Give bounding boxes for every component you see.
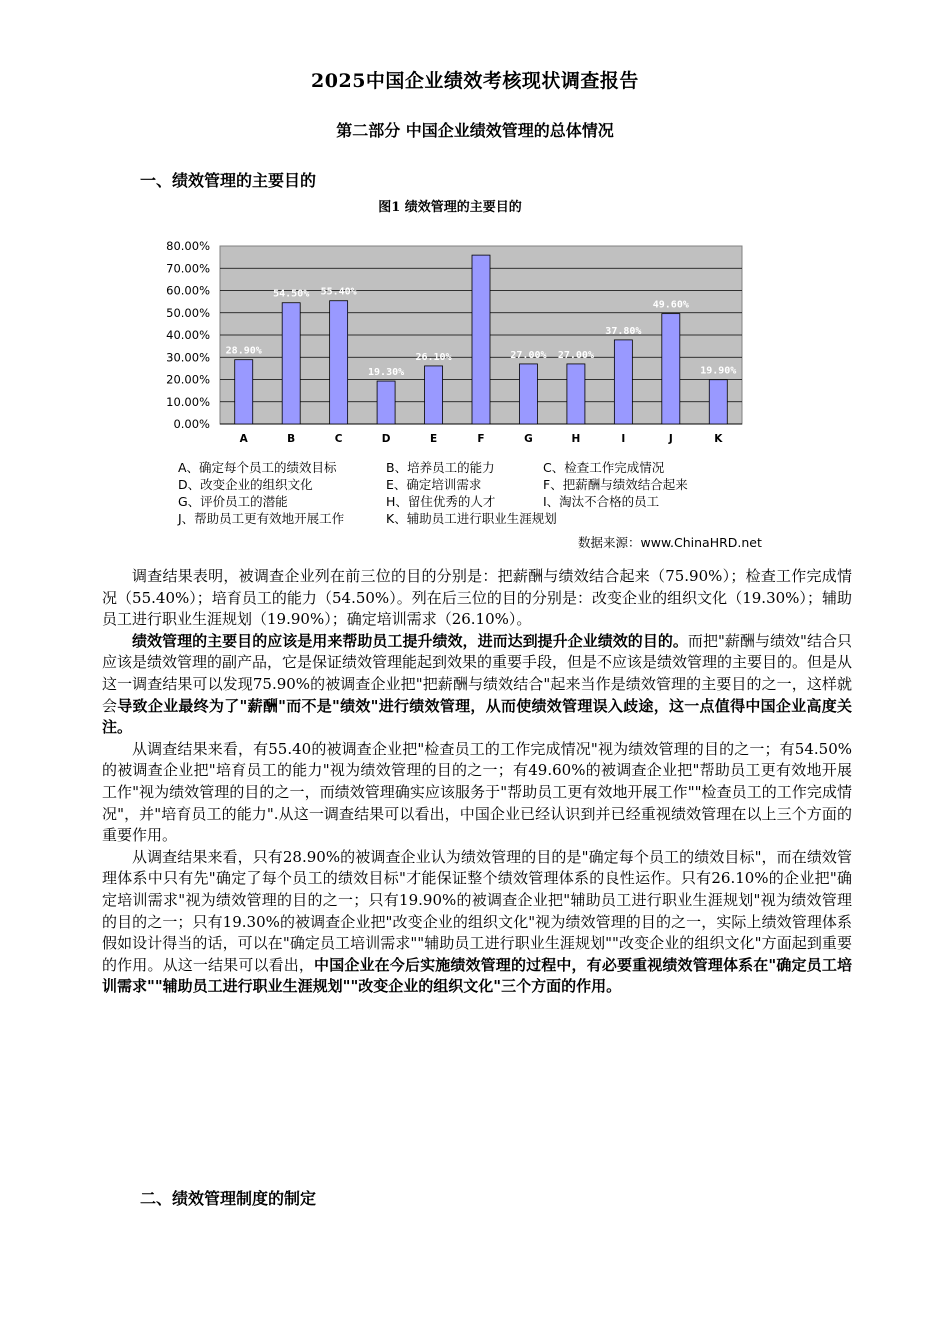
legend-item: G、评价员工的潜能: [178, 494, 288, 509]
legend-item: J、帮助员工更有效地开展工作: [178, 511, 345, 526]
x-tick-label: F: [477, 433, 485, 445]
legend-row: [178, 510, 688, 527]
legend-item: B、培养员工的能力: [386, 460, 495, 475]
bar: [282, 303, 300, 424]
data-label: 55.40%: [320, 286, 357, 298]
y-tick-label: 10.00%: [166, 394, 210, 409]
data-label: 28.90%: [225, 345, 262, 357]
y-tick-label: 40.00%: [166, 328, 210, 342]
x-tick-label: G: [524, 433, 533, 445]
paragraph-text: 而把"薪酬与绩效"结合只应该是绩效管理的副产品，它是保证绩效管理能起到效果的重要手段，但是不应该是绩效管理的主要目的。但是从这一调查结果可以发现75.90%的被调查企业把"把薪酬与绩效结合"起来当作是绩效管理的主要目的之一，这样就会: [102, 631, 853, 715]
y-tick-label: 30.00%: [166, 350, 210, 365]
y-tick-label: 60.00%: [166, 283, 210, 298]
data-label: 26.10%: [415, 351, 452, 363]
paragraph-3: 从调查结果来看，有55.40的被调查企业把"检查员工的工作完成情况"视为绩效管理的目的之一；有54.50%的被调查企业把"培育员工的能力"视为绩效管理的目的之一；有49.60%的被调查企业把"帮助员工更有效地开展工作"视为绩效管理的目的之一，而绩效管理确实应该服务于"帮助员工更有效地开展工作""检查员工的工作完成情况"，并"培育员工的能力".从这一调查结果可以看出，中国企业已经认识到并已经重视绩效管理在以上三个方面的重要作用。: [102, 739, 852, 845]
data-label: 54.50%: [273, 288, 310, 300]
bar: [472, 255, 490, 424]
paragraph-4: [102, 847, 852, 998]
paragraph-2: [102, 631, 852, 739]
x-tick-label: C: [334, 433, 343, 445]
bar: [614, 340, 632, 424]
figure-title: 图1 绩效管理的主要目的: [378, 200, 522, 215]
x-tick-label: H: [571, 433, 581, 445]
x-tick-label: J: [668, 433, 673, 445]
legend-item: C、检查工作完成情况: [543, 460, 665, 475]
legend-item: A、确定每个员工的绩效目标: [178, 460, 337, 475]
legend-row: [178, 459, 688, 476]
document-title: 2025中国企业绩效考核现状调查报告: [311, 70, 639, 92]
x-tick-label: K: [714, 433, 723, 445]
data-label: 27.00%: [557, 349, 594, 361]
legend-item: I、淘汰不合格的员工: [543, 494, 660, 509]
bold-text: 绩效管理的主要目的应该是用来帮助员工提升绩效，进而达到提升企业绩效的目的。: [132, 631, 688, 650]
y-tick-label: 50.00%: [166, 305, 210, 320]
section-heading-1: 一、绩效管理的主要目的: [140, 171, 317, 190]
bar-chart: [158, 236, 758, 451]
data-label: 37.80%: [605, 325, 642, 337]
y-tick-label: 0.00%: [173, 417, 210, 431]
y-tick-label: 70.00%: [166, 261, 210, 276]
data-label: 19.30%: [368, 367, 405, 379]
x-tick-label: D: [381, 433, 391, 445]
legend-item: H、留住优秀的人才: [386, 494, 496, 509]
data-label: 49.60%: [652, 299, 689, 311]
bold-text: 中国企业在今后实施绩效管理的过程中，有必要重视绩效管理体系在"确定员工培训需求""辅助员工进行职业生涯规划""改变企业的组织文化"三个方面的作用。: [102, 955, 852, 996]
legend-item: K、辅助员工进行职业生涯规划: [386, 511, 557, 526]
data-label: 27.00%: [510, 349, 547, 361]
bar: [425, 366, 443, 424]
legend-item: D、改变企业的组织文化: [178, 477, 313, 492]
data-source: 数据来源：www.ChinaHRD.net: [578, 535, 762, 550]
x-tick-label: I: [621, 433, 626, 445]
bar: [330, 301, 348, 424]
section-heading-2: 二、绩效管理制度的制定: [140, 1189, 317, 1208]
x-tick-label: A: [239, 433, 248, 445]
paragraph-1: 调查结果表明，被调查企业列在前三位的目的分别是：把薪酬与绩效结合起来（75.90%）；检查工作完成情况（55.40%）；培育员工的能力（54.50%）。列在后三位的目的分别是：改变企业的组织文化（19.30%）；辅助员工进行职业生涯规划（19.90%）；确定培训需求（26.10%）。: [102, 567, 852, 629]
legend-row: [178, 493, 688, 510]
bar: [662, 314, 680, 424]
x-tick-label: E: [429, 433, 438, 445]
legend-item: F、把薪酬与绩效结合起来: [543, 477, 688, 492]
legend-row: [178, 476, 688, 493]
y-tick-label: 20.00%: [166, 372, 210, 387]
chart-legend: [178, 459, 688, 527]
data-label: 19.90%: [700, 365, 737, 377]
x-tick-label: B: [287, 433, 296, 445]
body-text: [102, 566, 852, 998]
bar: [519, 364, 537, 424]
legend-item: E、确定培训需求: [386, 477, 482, 492]
bar: [235, 360, 253, 424]
part-subtitle: 第二部分 中国企业绩效管理的总体情况: [336, 121, 614, 140]
bar: [377, 381, 395, 424]
bar: [709, 380, 727, 424]
bar: [567, 364, 585, 424]
y-tick-label: 80.00%: [166, 239, 210, 253]
paragraph-text: 从调查结果来看，只有28.90%的被调查企业认为绩效管理的目的是"确定每个员工的绩效目标"，而在绩效管理体系中只有先"确定了每个员工的绩效目标"才能保证整个绩效管理体系的良性运作。只有26.10%的企业把"确定培训需求"视为绩效管理的目的之一；只有19.90%的被调查企业把"辅助员工进行职业生涯规划"视为绩效管理的目的之一；只有19.30%的被调查企业把"改变企业的组织文化"视为绩效管理的目的之一，实际上绩效管理体系假如设计得当的话，可以在"确定员工培训需求""辅助员工进行职业生涯规划""改变企业的组织文化"方面起到重要的作用。从这一结果可以看出，: [102, 847, 852, 974]
bold-text: 导致企业最终为了"薪酬"而不是"绩效"进行绩效管理，从而使绩效管理误入歧途，这一点值得中国企业高度关注。: [102, 696, 852, 737]
